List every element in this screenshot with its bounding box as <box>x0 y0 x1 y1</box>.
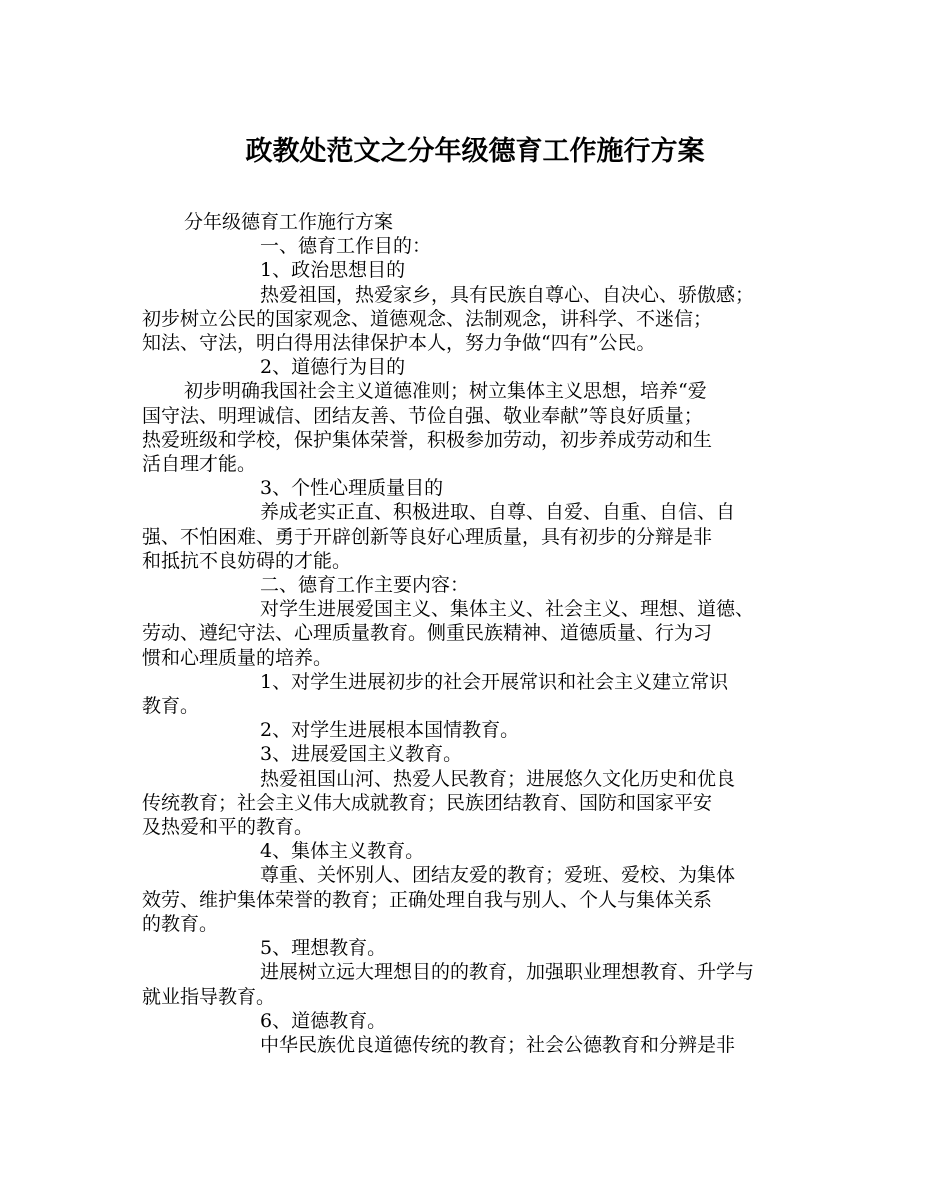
text-line: 4、集体主义教育。 <box>260 840 425 863</box>
text-line: 初步树立公民的国家观念、道德观念、法制观念，讲科学、不迷信； <box>142 307 713 330</box>
list-item-national-conditions <box>142 718 822 742</box>
text-line: 二、德育工作主要内容： <box>260 574 470 597</box>
text-line: 初步明确我国社会主义道德准则；树立集体主义思想，培养“爱 <box>184 380 707 403</box>
paragraph-morality <box>142 1033 822 1057</box>
text-line: 6、道德教育。 <box>260 1009 387 1032</box>
text-line: 进展树立远大理想目的的教育，加强职业理想教育、升学与 <box>260 961 755 984</box>
paragraph-heading-plan <box>142 210 822 234</box>
text-line: 5、理想教育。 <box>260 937 387 960</box>
paragraph-ideals <box>142 960 822 1008</box>
text-line: 活自理才能。 <box>142 453 257 476</box>
text-line: 国守法、明理诚信、团结友善、节俭自强、敬业奉献”等良好质量； <box>142 404 703 427</box>
text-line: 传统教育；社会主义伟大成就教育；民族团结教育、国防和国家平安 <box>142 791 713 814</box>
section-heading-goals <box>142 234 822 258</box>
section-heading-content <box>142 573 822 597</box>
paragraph-political-goal <box>142 283 822 356</box>
text-line: 劳动、遵纪守法、心理质量教育。侧重民族精神、道德质量、行为习 <box>142 622 713 645</box>
paragraph-content-overview <box>142 597 822 670</box>
text-line: 尊重、关怀别人、团结友爱的教育；爱班、爱校、为集体 <box>260 864 736 887</box>
paragraph-patriotism <box>142 767 822 840</box>
text-line: 知法、守法，明白得用法律保护本人，努力争做“四有”公民。 <box>142 332 656 355</box>
text-line: 的教育。 <box>142 912 219 935</box>
paragraph-collectivism <box>142 863 822 936</box>
text-line: 惯和心理质量的培养。 <box>142 646 333 669</box>
subheading-psych-goal <box>142 476 822 500</box>
list-item-collectivism <box>142 839 822 863</box>
text-line: 和抵抗不良妨碍的才能。 <box>142 549 352 572</box>
text-line: 3、进展爱国主义教育。 <box>260 743 463 766</box>
text-line: 一、德育工作目的： <box>260 235 432 258</box>
list-item-patriotism <box>142 742 822 766</box>
text-line: 强、不怕困难、勇于开辟创新等良好心理质量，具有初步的分辩是非 <box>142 525 713 548</box>
list-item-ideals <box>142 936 822 960</box>
document-title: 政教处范文之分年级德育工作施行方案 <box>245 136 705 167</box>
paragraph-psych-goal <box>142 500 822 573</box>
paragraph-moral-goal <box>142 379 822 476</box>
text-line: 热爱班级和学校，保护集体荣誉，积极参加劳动，初步养成劳动和生 <box>142 428 713 451</box>
text-line: 2、道德行为目的 <box>260 356 406 379</box>
text-line: 对学生进展爱国主义、集体主义、社会主义、理想、道德、 <box>260 598 755 621</box>
text-line: 3、个性心理质量目的 <box>260 477 444 500</box>
text-line: 分年级德育工作施行方案 <box>184 211 394 233</box>
text-line: 教育。 <box>142 695 200 718</box>
list-item-morality <box>142 1009 822 1033</box>
text-line: 2、对学生进展根本国情教育。 <box>260 719 520 742</box>
text-line: 热爱祖国山河、热爱人民教育；进展悠久文化历史和优良 <box>260 767 736 790</box>
text-line: 及热爱和平的教育。 <box>142 816 314 839</box>
text-line: 养成老实正直、积极进取、自尊、自爱、自重、自信、自 <box>260 501 736 524</box>
subheading-moral-goal <box>142 355 822 379</box>
text-line: 1、对学生进展初步的社会开展常识和社会主义建立常识 <box>260 670 729 693</box>
text-line: 热爱祖国，热爱家乡，具有民族自尊心、自决心、骄傲感； <box>260 283 755 306</box>
text-line: 1、政治思想目的 <box>260 259 406 282</box>
text-line: 就业指导教育。 <box>142 985 276 1008</box>
text-line: 中华民族优良道德传统的教育；社会公德教育和分辨是非 <box>260 1033 736 1056</box>
subheading-political-goal <box>142 258 822 282</box>
text-line: 效劳、维护集体荣誉的教育；正确处理自我与别人、个人与集体关系 <box>142 888 713 911</box>
document-body <box>142 210 822 1057</box>
list-item-social-knowledge <box>142 670 822 718</box>
